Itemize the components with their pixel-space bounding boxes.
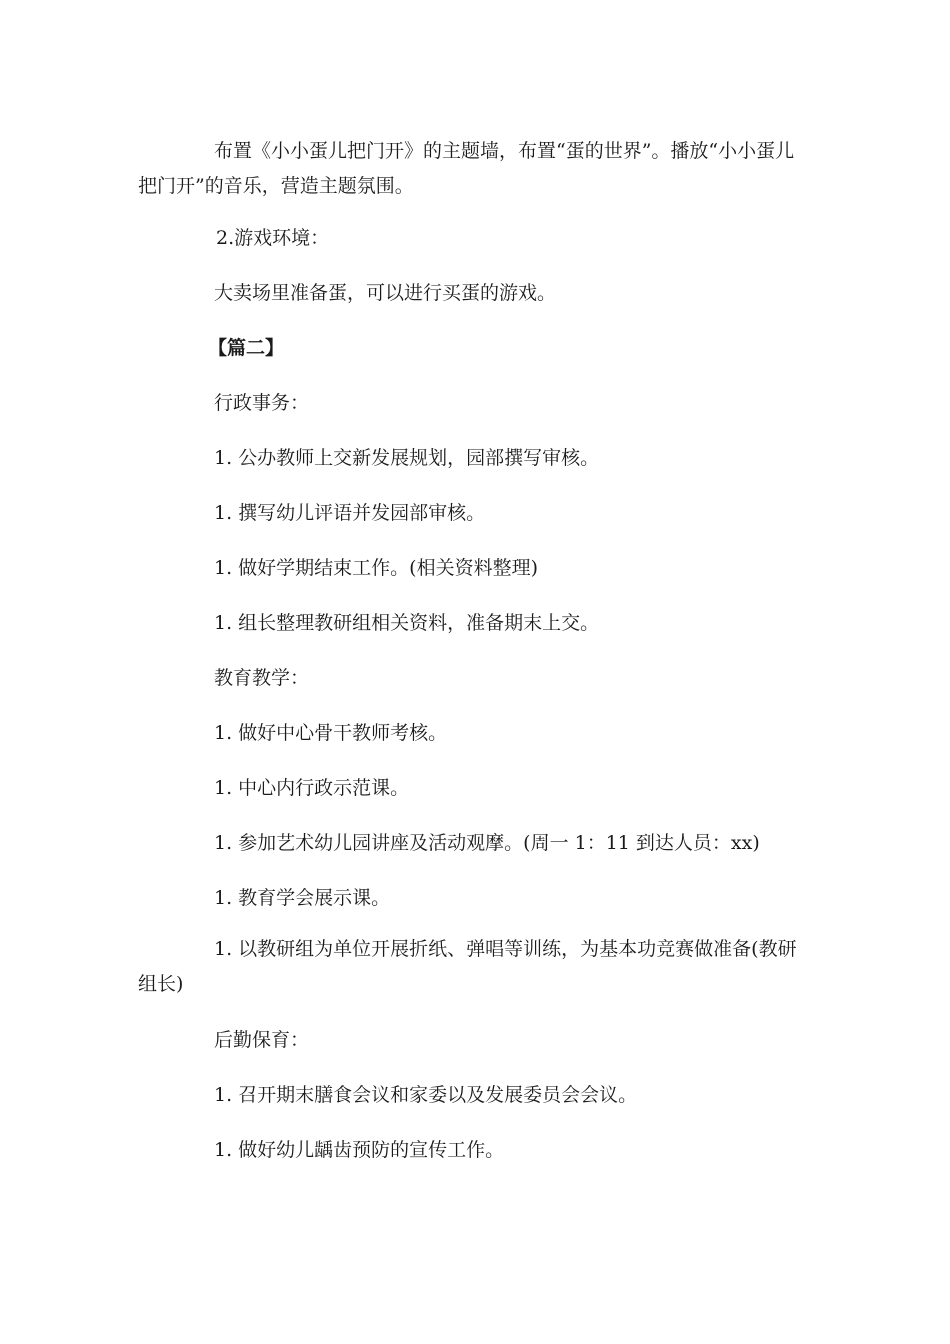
section-admin-affairs: 行政事务： xyxy=(214,392,310,414)
section-heading-part-two: 【篇二】 xyxy=(208,337,285,359)
list-item: 1. 参加艺术幼儿园讲座及活动观摩。(周一 1：11 到达人员：xx) xyxy=(214,832,760,854)
paragraph-theme-wall: 布置《小小蛋儿把门开》的主题墙，布置“蛋的世界”。播放“小小蛋儿把门开”的音乐，营造主题氛围。 xyxy=(138,140,795,197)
paragraph-supermarket: 大卖场里准备蛋，可以进行买蛋的游戏。 xyxy=(214,282,557,304)
list-item: 1. 召开期末膳食会议和家委以及发展委员会会议。 xyxy=(214,1084,638,1106)
section-logistics-care: 后勤保育： xyxy=(214,1029,310,1051)
list-item: 1. 撰写幼儿评语并发园部审核。 xyxy=(214,502,486,524)
paragraph-game-environment-heading: 2.游戏环境： xyxy=(216,227,330,249)
list-item: 1. 做好中心骨干教师考核。 xyxy=(214,722,448,744)
section-education-teaching: 教育教学： xyxy=(214,667,310,689)
list-item: 1. 做好学期结束工作。(相关资料整理) xyxy=(214,557,538,579)
list-item: 1. 以教研组为单位开展折纸、弹唱等训练，为基本功竞赛做准备(教研组长) xyxy=(138,938,797,995)
list-item: 1. 组长整理教研组相关资料，准备期末上交。 xyxy=(214,612,600,634)
list-item: 1. 做好幼儿龋齿预防的宣传工作。 xyxy=(214,1139,505,1161)
list-item: 1. 公办教师上交新发展规划，园部撰写审核。 xyxy=(214,447,600,469)
list-item: 1. 中心内行政示范课。 xyxy=(214,777,410,799)
list-item: 1. 教育学会展示课。 xyxy=(214,887,391,909)
